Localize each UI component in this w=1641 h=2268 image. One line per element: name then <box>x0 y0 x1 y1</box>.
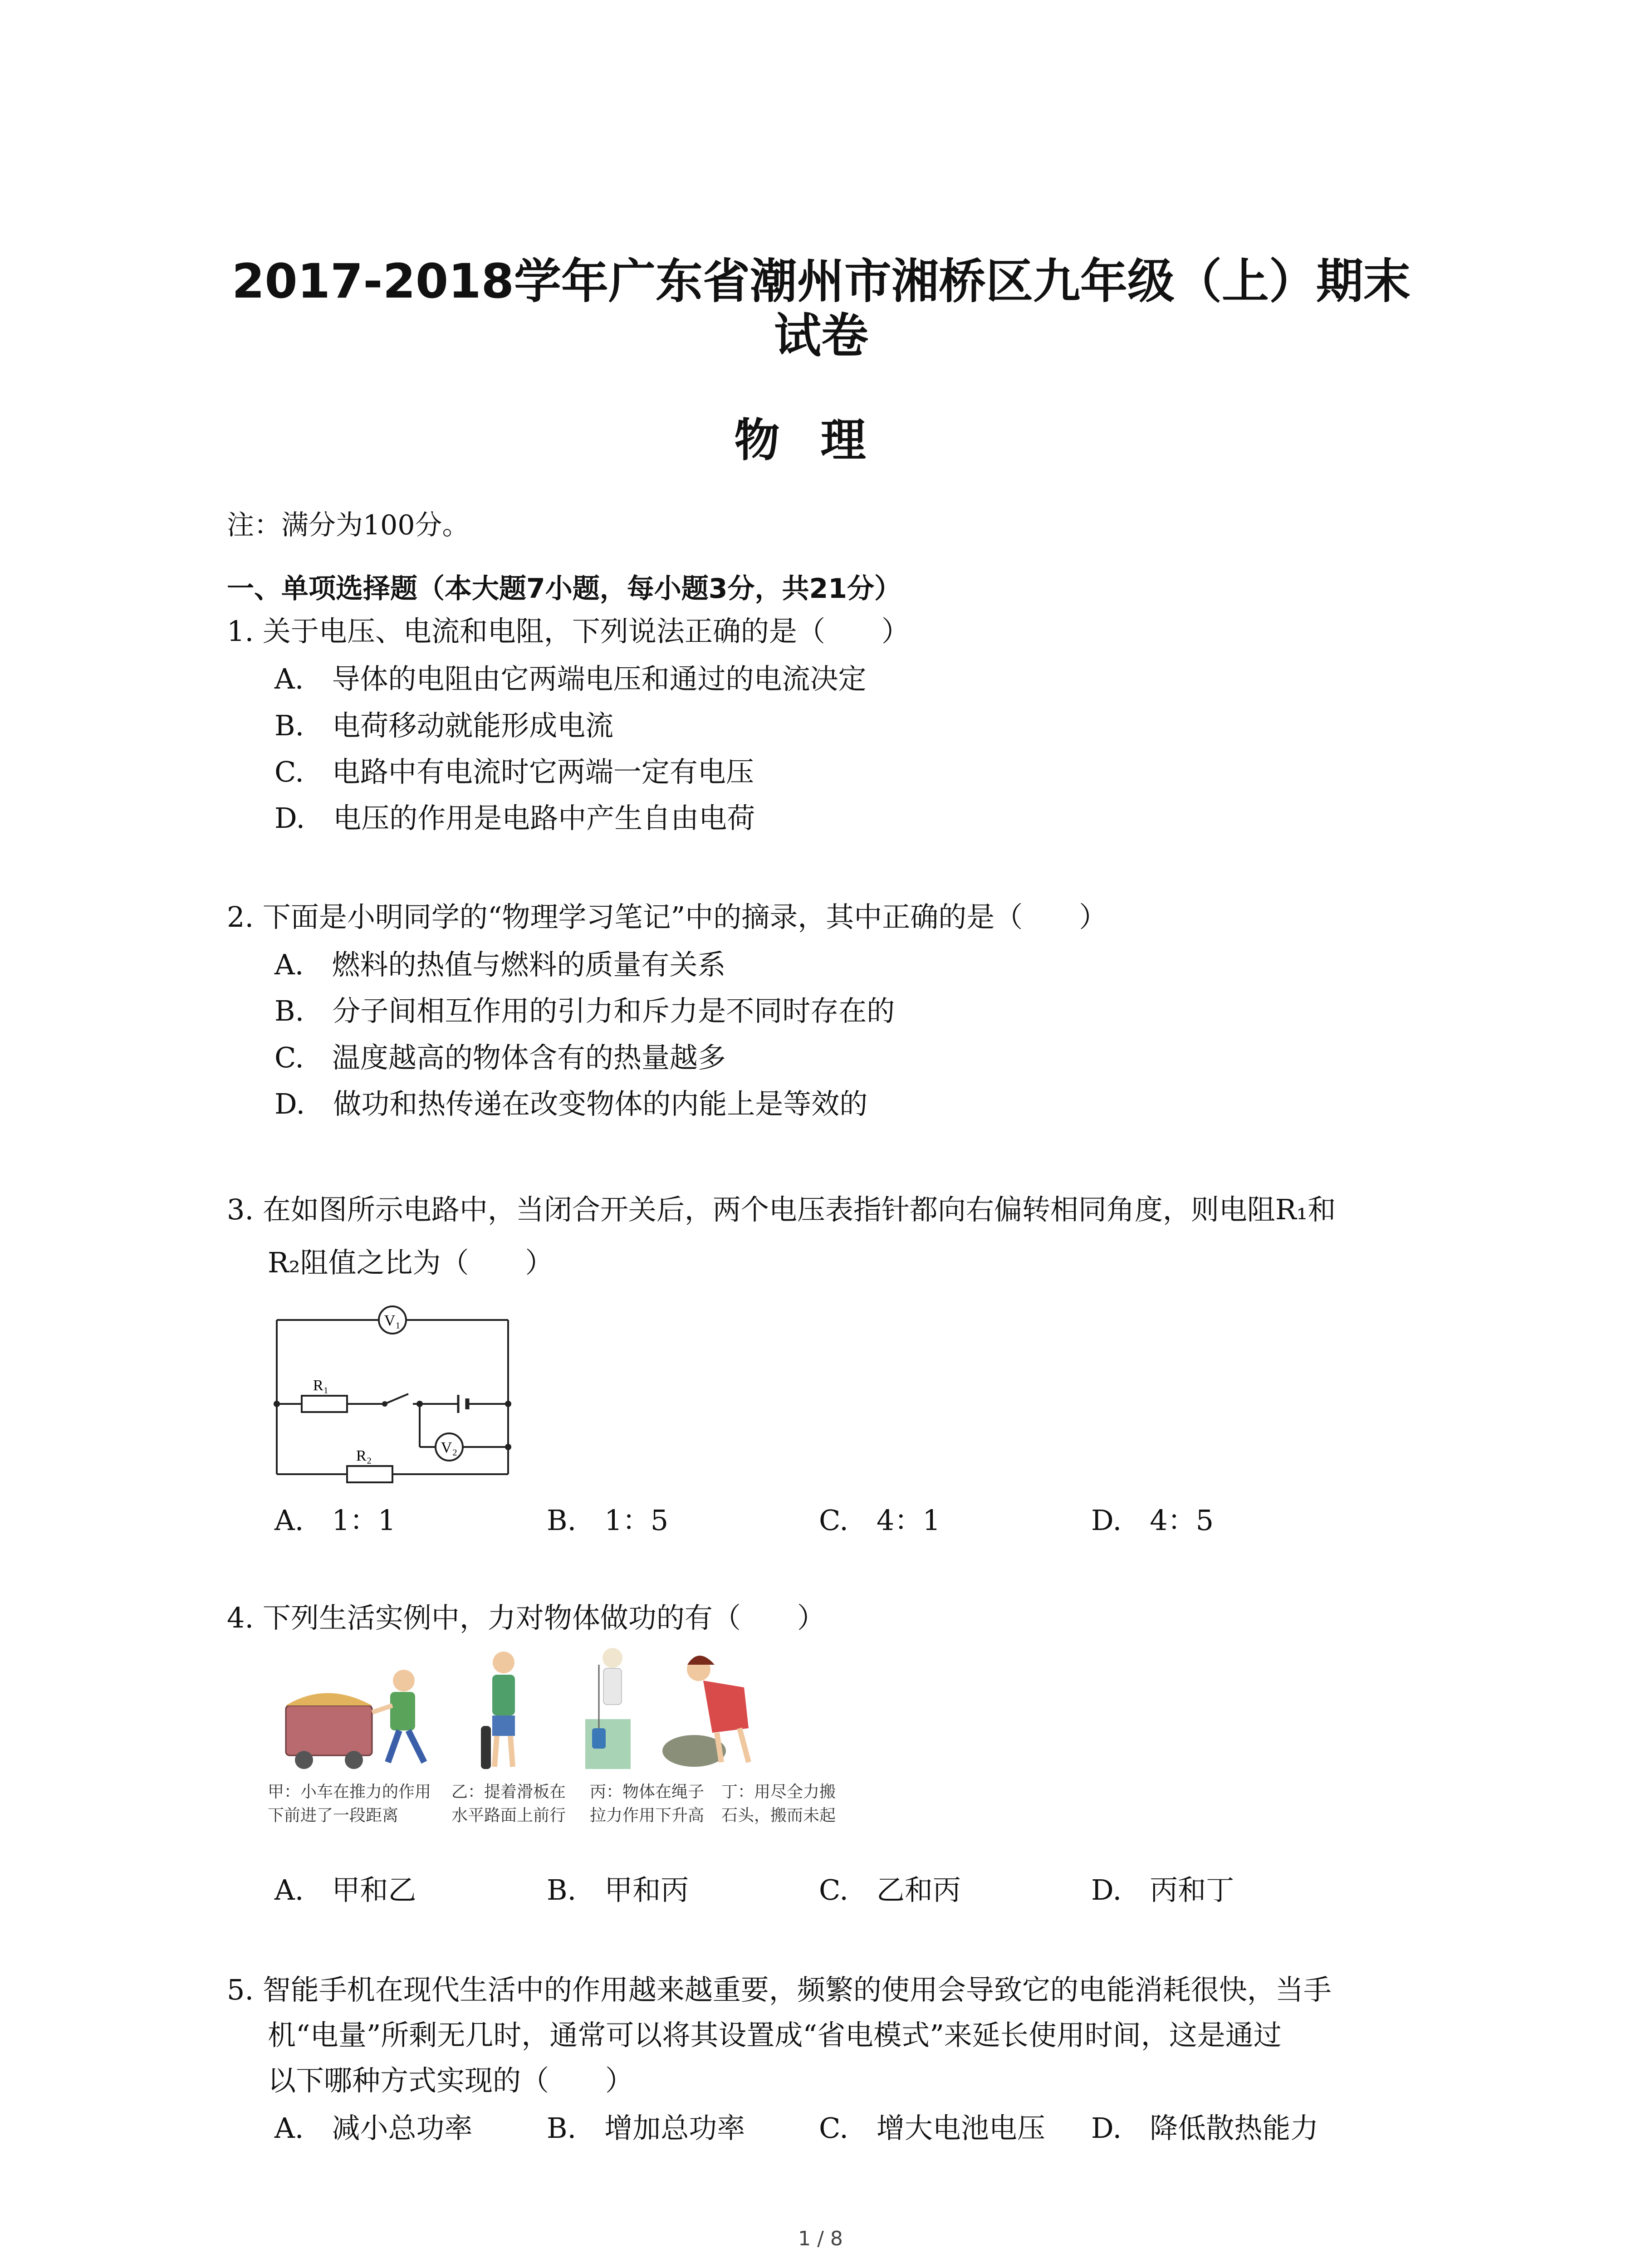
page-number: 1 / 8 <box>798 2227 843 2250</box>
question-1-option-b: B. 电荷移动就能形成电流 <box>274 709 614 742</box>
question-4-option-b: B. 甲和丙 <box>547 1873 689 1906</box>
caption-ding: 丁：用尽全力搬 石头，搬而未起 <box>721 1783 836 1825</box>
caption-jia: 甲：小车在推力的作用 下前进了一段距离 <box>268 1783 431 1825</box>
question-5-option-c: C. 增大电池电压 <box>819 2112 1045 2145</box>
r1-label: R₁ <box>313 1377 329 1394</box>
question-5-stem-line2: 机“电量”所剩无几时，通常可以将其设置成“省电模式”来延长使用时间，这是通过 <box>268 2019 1282 2052</box>
question-2-option-d: D. 做功和热传递在改变物体的内能上是等效的 <box>274 1087 868 1120</box>
pulley-lift-illustration <box>585 1648 631 1769</box>
score-note: 注：满分为100分。 <box>227 509 470 541</box>
skateboard-carry-illustration <box>481 1652 515 1769</box>
question-2-option-b: B. 分子间相互作用的引力和斥力是不同时存在的 <box>274 994 895 1027</box>
stone-lift-illustration <box>662 1656 749 1767</box>
subject-heading: 物理 <box>734 414 907 467</box>
question-5-stem-line1: 5. 智能手机在现代生活中的作用越来越重要，频繁的使用会导致它的电能消耗很快，当手 <box>227 1973 1332 2006</box>
question-3-stem-line1: 3. 在如图所示电路中，当闭合开关后，两个电压表指针都向右偏转相同角度，则电阻R₁和 <box>227 1193 1336 1226</box>
cart-push-illustration <box>286 1670 424 1769</box>
question-3-option-c: C. 4：1 <box>819 1504 941 1537</box>
question-3-option-a: A. 1：1 <box>274 1504 396 1537</box>
question-1-option-a: A. 导体的电阻由它两端电压和通过的电流决定 <box>274 662 867 695</box>
exam-title-line2: 试卷 <box>774 308 868 363</box>
circuit-diagram <box>268 1302 522 1497</box>
question-1-option-d: D. 电压的作用是电路中产生自由电荷 <box>274 802 755 835</box>
v1-label: V₁ <box>384 1312 401 1329</box>
question-2-option-a: A. 燃料的热值与燃料的质量有关系 <box>274 948 726 981</box>
caption-yi: 乙：提着滑板在 水平路面上前行 <box>451 1783 566 1825</box>
question-3-option-b: B. 1：5 <box>547 1504 669 1537</box>
question-2-option-c: C. 温度越高的物体含有的热量越多 <box>274 1041 726 1074</box>
work-examples-illustration <box>268 1637 857 1778</box>
section-heading: 一、单项选择题（本大题7小题，每小题3分，共21分） <box>227 573 901 605</box>
question-1-stem: 1. 关于电压、电流和电阻，下列说法正确的是（ ） <box>227 615 910 648</box>
question-3-stem-line2: R₂阻值之比为（ ） <box>268 1246 554 1279</box>
v2-label: V₂ <box>441 1439 458 1456</box>
question-1-option-c: C. 电路中有电流时它两端一定有电压 <box>274 755 754 788</box>
question-4-stem: 4. 下列生活实例中，力对物体做功的有（ ） <box>227 1601 825 1634</box>
question-2-stem: 2. 下面是小明同学的“物理学习笔记”中的摘录，其中正确的是（ ） <box>227 900 1107 934</box>
question-4-option-a: A. 甲和乙 <box>274 1873 416 1906</box>
question-4-option-d: D. 丙和丁 <box>1091 1873 1234 1906</box>
question-5-option-b: B. 增加总功率 <box>547 2112 745 2145</box>
r2-label: R₂ <box>356 1447 372 1464</box>
caption-bing: 丙：物体在绳子 拉力作用下升高 <box>590 1783 705 1825</box>
question-3-option-d: D. 4：5 <box>1091 1504 1214 1537</box>
question-4-option-c: C. 乙和丙 <box>819 1873 961 1906</box>
question-5-stem-line3: 以下哪种方式实现的（ ） <box>268 2064 634 2097</box>
question-5-option-d: D. 降低散热能力 <box>1091 2112 1319 2145</box>
question-5-option-a: A. 减小总功率 <box>274 2112 473 2145</box>
exam-title-line1: 2017-2018学年广东省潮州市湘桥区九年级（上）期末 <box>231 254 1411 309</box>
